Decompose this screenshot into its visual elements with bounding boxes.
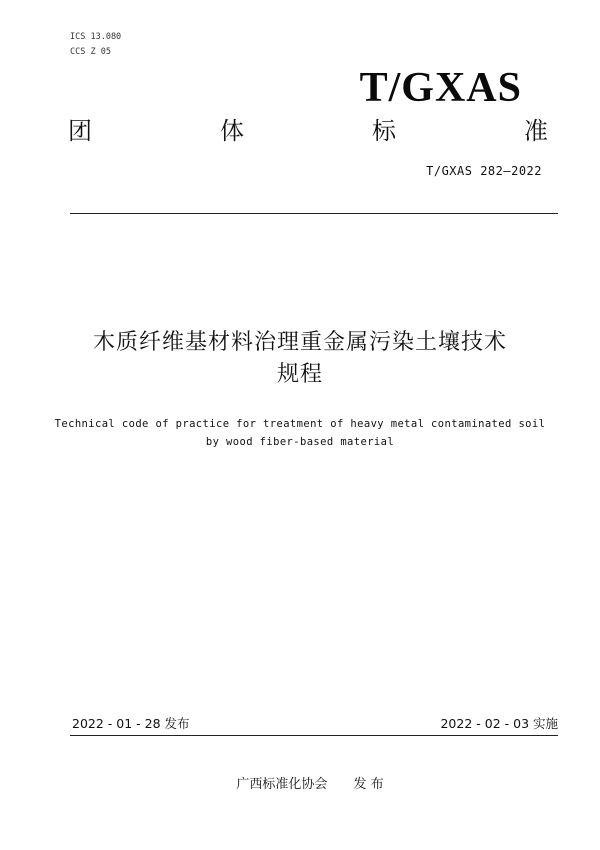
publisher-name: 广西标准化协会	[236, 777, 328, 792]
classification-codes	[70, 30, 121, 60]
standard-type-char: 标	[372, 117, 396, 145]
standard-brand-code: T/GXAS	[359, 65, 522, 111]
publisher-line	[0, 776, 600, 794]
title-chinese	[40, 327, 560, 391]
title-english	[40, 415, 560, 451]
title-english-line: Technical code of practice for treatment of heavy metal contaminated soil	[54, 418, 546, 430]
ics-code: ICS 13.080	[70, 32, 122, 42]
implementation-date: 2022 - 02 - 03 实施	[440, 716, 558, 731]
ccs-code: CCS Z 05	[70, 47, 111, 57]
standard-type-char: 准	[524, 117, 548, 145]
standard-type-char: 体	[220, 117, 244, 145]
standard-type-char: 团	[68, 117, 92, 145]
publisher-action: 发 布	[353, 777, 384, 792]
standard-type-heading	[68, 116, 548, 146]
top-divider	[70, 213, 558, 214]
title-chinese-line: 木质纤维基材料治理重金属污染土壤技术	[92, 330, 507, 355]
date-row	[72, 716, 558, 732]
issue-date: 2022 - 01 - 28 发布	[72, 716, 190, 731]
bottom-divider	[70, 735, 558, 736]
title-english-line: by wood fiber-based material	[205, 436, 395, 448]
standard-number: T/GXAS 282—2022	[426, 164, 542, 178]
title-chinese-line: 规程	[276, 362, 323, 387]
